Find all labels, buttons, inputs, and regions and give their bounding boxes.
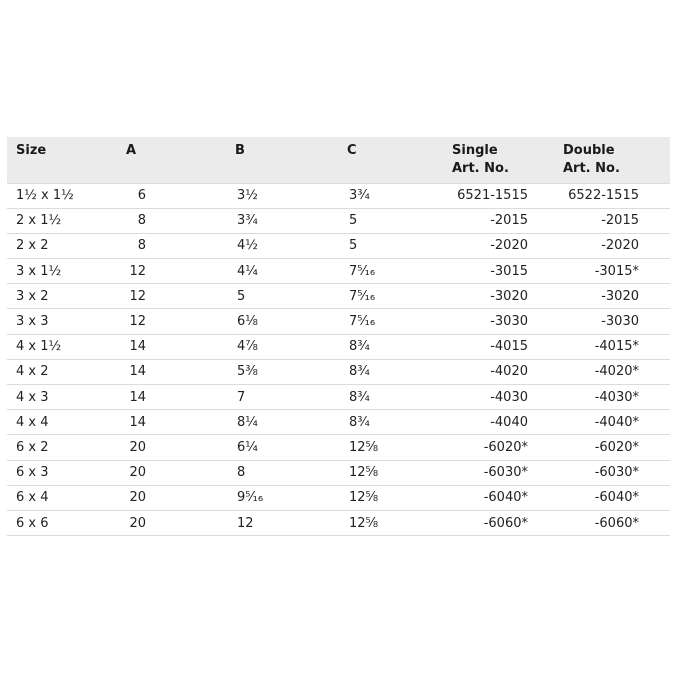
cell-c: 12⅝ [349, 439, 379, 455]
table-row [7, 359, 670, 384]
cell-single-art-no: -2015 [490, 213, 528, 229]
cell-b: 6⅛ [237, 314, 258, 330]
cell-a: 8 [137, 213, 146, 229]
cell-single-art-no: -4030 [490, 389, 528, 405]
cell-a: 20 [129, 465, 146, 481]
cell-a: 14 [129, 414, 146, 430]
cell-b: 5 [237, 288, 246, 304]
table-row [7, 208, 670, 233]
cell-c: 7⁵⁄₁₆ [349, 288, 376, 304]
table-row [7, 309, 670, 334]
cell-c: 3¾ [349, 188, 370, 204]
cell-c: 7⁵⁄₁₆ [349, 314, 376, 330]
cell-c: 8¾ [349, 364, 370, 380]
cell-single-art-no: -3030 [490, 314, 528, 330]
cell-single-art-no: -4015 [490, 339, 528, 355]
cell-size: 4 x 1½ [16, 339, 62, 355]
cell-a: 20 [129, 439, 146, 455]
cell-double-art-no: -6020* [594, 439, 639, 455]
cell-b: 4⅞ [237, 339, 258, 355]
table-row [7, 334, 670, 359]
cell-double-art-no: 6522-1515 [568, 188, 639, 204]
cell-a: 12 [129, 288, 146, 304]
cell-b: 7 [237, 389, 246, 405]
cell-c: 5 [349, 238, 358, 254]
table-row [7, 284, 670, 309]
cell-double-art-no: -4015* [594, 339, 639, 355]
cell-double-art-no: -3030 [601, 314, 639, 330]
header-b: B [235, 143, 245, 158]
cell-single-art-no: -6040* [483, 490, 528, 506]
spec-table-container [7, 137, 670, 536]
table-row [7, 485, 670, 510]
cell-b: 8 [237, 465, 246, 481]
cell-b: 12 [237, 515, 254, 531]
cell-single-art-no: -4020 [490, 364, 528, 380]
cell-single-art-no: -6060* [483, 515, 528, 531]
header-double-line2: Art. No. [563, 161, 620, 176]
cell-a: 6 [137, 188, 146, 204]
cell-size: 2 x 2 [16, 238, 49, 254]
cell-c: 8¾ [349, 389, 370, 405]
cell-double-art-no: -4030* [594, 389, 639, 405]
table-row [7, 460, 670, 485]
cell-size: 6 x 4 [16, 490, 49, 506]
cell-size: 6 x 6 [16, 515, 49, 531]
cell-a: 14 [129, 364, 146, 380]
table-row [7, 233, 670, 258]
cell-double-art-no: -6060* [594, 515, 639, 531]
cell-c: 8¾ [349, 339, 370, 355]
cell-size: 6 x 2 [16, 439, 49, 455]
cell-b: 4½ [237, 238, 258, 254]
table-header [7, 137, 670, 183]
cell-double-art-no: -6040* [594, 490, 639, 506]
cell-c: 7⁵⁄₁₆ [349, 263, 376, 279]
header-c: C [347, 143, 357, 158]
cell-single-art-no: -3020 [490, 288, 528, 304]
cell-a: 12 [129, 314, 146, 330]
cell-a: 12 [129, 263, 146, 279]
header-single-line2: Art. No. [452, 161, 509, 176]
table-row [7, 410, 670, 435]
header-size: Size [16, 143, 47, 158]
cell-a: 14 [129, 339, 146, 355]
header-a: A [126, 143, 137, 158]
cell-c: 8¾ [349, 414, 370, 430]
cell-b: 8¼ [237, 414, 258, 430]
cell-single-art-no: -6020* [483, 439, 528, 455]
cell-b: 3¾ [237, 213, 258, 229]
table-row [7, 510, 670, 535]
cell-a: 20 [129, 515, 146, 531]
cell-c: 12⅝ [349, 515, 379, 531]
cell-size: 3 x 1½ [16, 263, 62, 279]
cell-double-art-no: -3015* [594, 263, 639, 279]
cell-c: 5 [349, 213, 358, 229]
table-body [7, 183, 670, 536]
header-single-line1: Single [452, 143, 498, 158]
cell-size: 6 x 3 [16, 465, 49, 481]
dimension-table [7, 137, 670, 536]
cell-single-art-no: -4040 [490, 414, 528, 430]
cell-b: 5⅜ [237, 364, 258, 380]
cell-double-art-no: -4020* [594, 364, 639, 380]
cell-size: 3 x 3 [16, 314, 49, 330]
cell-single-art-no: 6521-1515 [457, 188, 528, 204]
cell-size: 4 x 3 [16, 389, 49, 405]
cell-size: 2 x 1½ [16, 213, 62, 229]
cell-c: 12⅝ [349, 465, 379, 481]
cell-size: 3 x 2 [16, 288, 49, 304]
table-row [7, 183, 670, 208]
cell-a: 20 [129, 490, 146, 506]
cell-double-art-no: -2015 [601, 213, 639, 229]
header-single-art-no [446, 137, 557, 183]
cell-single-art-no: -2020 [490, 238, 528, 254]
cell-b: 4¼ [237, 263, 258, 279]
cell-single-art-no: -3015 [490, 263, 528, 279]
cell-double-art-no: -6030* [594, 465, 639, 481]
cell-size: 1½ x 1½ [16, 188, 74, 204]
cell-b: 3½ [237, 188, 258, 204]
cell-a: 8 [137, 238, 146, 254]
cell-double-art-no: -4040* [594, 414, 639, 430]
cell-single-art-no: -6030* [483, 465, 528, 481]
header-double-line1: Double [563, 143, 615, 158]
table-row [7, 435, 670, 460]
header-row [7, 137, 670, 183]
cell-c: 12⅝ [349, 490, 379, 506]
cell-double-art-no: -2020 [601, 238, 639, 254]
table-row [7, 259, 670, 284]
header-double-art-no [557, 137, 670, 183]
cell-b: 9⁵⁄₁₆ [237, 490, 264, 506]
cell-a: 14 [129, 389, 146, 405]
cell-double-art-no: -3020 [601, 288, 639, 304]
cell-b: 6¼ [237, 439, 258, 455]
cell-size: 4 x 2 [16, 364, 49, 380]
cell-size: 4 x 4 [16, 414, 49, 430]
table-row [7, 385, 670, 410]
